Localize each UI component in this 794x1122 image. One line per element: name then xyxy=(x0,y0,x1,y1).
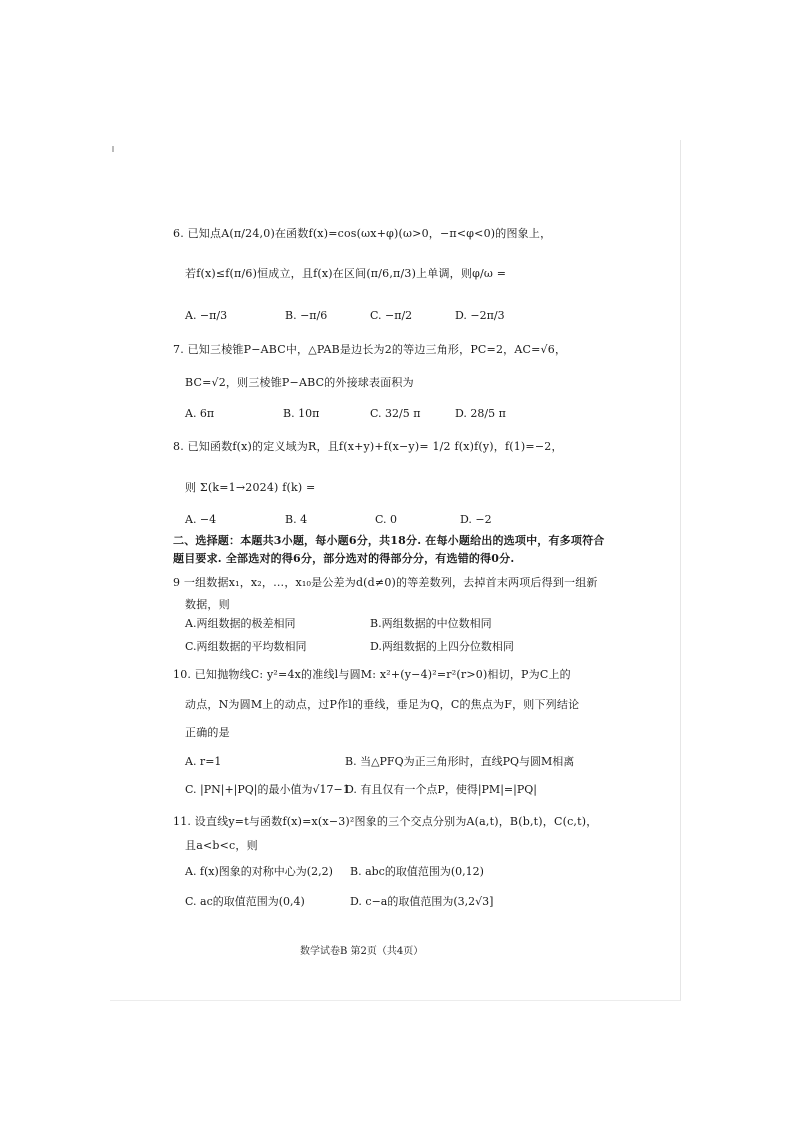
q8-stem-line2: 则 Σ(k=1→2024) f(k) = xyxy=(185,481,316,494)
q8-option-c: C. 0 xyxy=(375,513,398,526)
q8-option-b: B. 4 xyxy=(285,513,308,526)
q9-stem-line1: 9 一组数据x₁，x₂，…，x₁₀是公差为d(d≠0)的等差数列，去掉首末两项后得到一组新 xyxy=(173,576,598,589)
section2-heading-line1: 二、选择题：本题共3小题，每小题6分，共18分. 在每小题给出的选项中，有多项符合 xyxy=(173,534,605,547)
q7-stem-line1: 7. 已知三棱锥P−ABC中，△PAB是边长为2的等边三角形，PC=2，AC=√6， xyxy=(173,343,567,356)
q8-option-d: D. −2 xyxy=(460,513,492,526)
q6-option-d: D. −2π/3 xyxy=(455,309,505,322)
q11-option-c: C. ac的取值范围为(0,4) xyxy=(185,895,305,908)
scan-speck xyxy=(112,146,114,152)
q8-stem-line1: 8. 已知函数f(x)的定义域为R，且f(x+y)+f(x−y)= 1/2 f(x)f(y)，f(1)=−2， xyxy=(173,440,563,453)
q7-option-d: D. 28/5 π xyxy=(455,407,506,420)
q11-option-a: A. f(x)图象的对称中心为(2,2) xyxy=(185,865,333,878)
page-footer: 数学试卷B 第2页（共4页） xyxy=(300,946,424,957)
section2-heading-line2: 题目要求. 全部选对的得6分，部分选对的得部分分，有选错的得0分. xyxy=(173,552,515,565)
q9-option-b: B.两组数据的中位数相同 xyxy=(370,617,492,630)
q11-stem-line1: 11. 设直线y=t与函数f(x)=x(x−3)²图象的三个交点分别为A(a,t)，B(b,t)，C(c,t)， xyxy=(173,815,598,828)
q9-option-a: A.两组数据的极差相同 xyxy=(185,617,296,630)
q6-stem-line1: 6. 已知点A(π/24,0)在函数f(x)=cos(ωx+φ)(ω>0，−π<φ<0)的图象上， xyxy=(173,227,552,240)
q7-option-b: B. 10π xyxy=(283,407,320,420)
q10-option-c: C. |PN|+|PQ|的最小值为√17−1 xyxy=(185,783,350,796)
q7-option-a: A. 6π xyxy=(185,407,215,420)
q7-stem-line2: BC=√2，则三棱锥P−ABC的外接球表面积为 xyxy=(185,376,414,389)
q10-stem-line3: 正确的是 xyxy=(185,726,230,739)
q6-option-b: B. −π/6 xyxy=(285,309,328,322)
q9-option-d: D.两组数据的上四分位数相同 xyxy=(370,640,514,653)
q10-option-d: D. 有且仅有一个点P，使得|PM|=|PQ| xyxy=(345,783,537,796)
q8-option-a: A. −4 xyxy=(185,513,217,526)
q9-stem-line2: 数据，则 xyxy=(185,598,230,611)
q10-stem-line2: 动点，N为圆M上的动点，过P作l的垂线，垂足为Q，C的焦点为F，则下列结论 xyxy=(185,698,580,711)
q11-option-b: B. abc的取值范围为(0,12) xyxy=(350,865,484,878)
q11-option-d: D. c−a的取值范围为(3,2√3] xyxy=(350,895,494,908)
q10-option-a: A. r=1 xyxy=(185,755,222,768)
q9-option-c: C.两组数据的平均数相同 xyxy=(185,640,307,653)
q6-option-c: C. −π/2 xyxy=(370,309,413,322)
q11-stem-line2: 且a<b<c，则 xyxy=(185,839,258,852)
q6-stem-line2: 若f(x)≤f(π/6)恒成立，且f(x)在区间(π/6,π/3)上单调，则φ/ω = xyxy=(185,267,507,280)
q10-option-b: B. 当△PFQ为正三角形时，直线PQ与圆M相离 xyxy=(345,755,575,768)
q7-option-c: C. 32/5 π xyxy=(370,407,421,420)
q10-stem-line1: 10. 已知抛物线C: y²=4x的准线l与圆M: x²+(y−4)²=r²(r>0)相切，P为C上的 xyxy=(173,668,571,681)
q6-option-a: A. −π/3 xyxy=(185,309,228,322)
